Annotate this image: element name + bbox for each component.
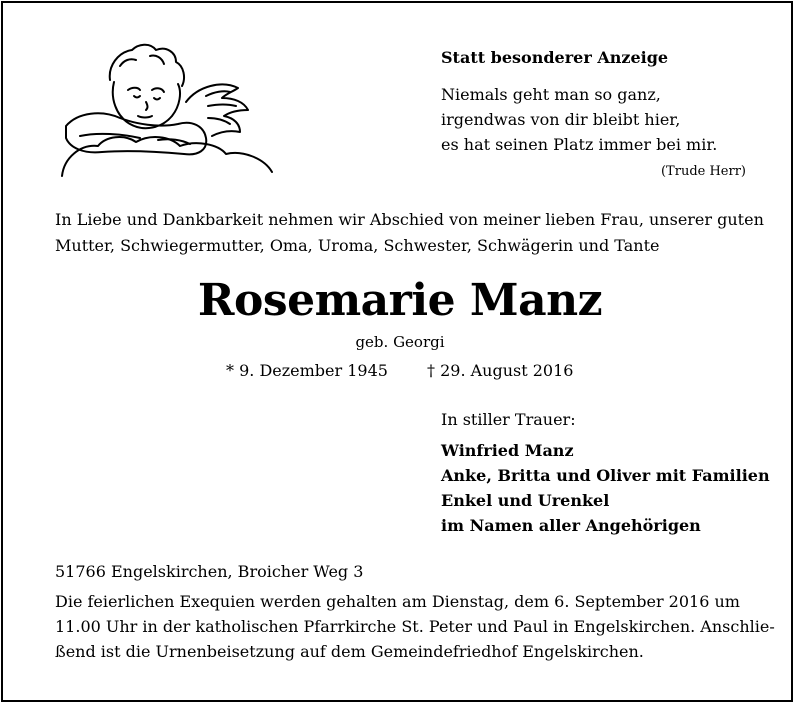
birth-date: * 9. Dezember 1945: [226, 361, 388, 380]
notice-heading: Statt besonderer Anzeige: [441, 48, 669, 67]
deceased-name: Rosemarie Manz: [197, 275, 603, 326]
death-date: † 29. August 2016: [427, 361, 574, 380]
intro-line: In Liebe und Dankbarkeit nehmen wir Abschied von meiner lieben Frau, unserer guten: [55, 210, 764, 229]
mourner-name: Enkel und Urenkel: [441, 491, 610, 510]
service-info-line: ßend ist die Urnenbeisetzung auf dem Gemeindefriedhof Engelskirchen.: [55, 642, 644, 661]
mourner-name: Winfried Manz: [441, 441, 574, 460]
mourning-label: In stiller Trauer:: [441, 410, 576, 429]
verse-author: (Trude Herr): [660, 164, 746, 179]
mourner-name: Anke, Britta und Oliver mit Familien: [441, 466, 770, 485]
address: 51766 Engelskirchen, Broicher Weg 3: [55, 562, 364, 581]
cherub-illustration: [58, 40, 278, 180]
service-info-line: Die feierlichen Exequien werden gehalten am Dienstag, dem 6. September 2016 um: [55, 592, 740, 611]
maiden-name: geb. Georgi: [355, 333, 445, 351]
verse-line: Niemals geht man so ganz,: [441, 85, 661, 104]
service-info-line: 11.00 Uhr in der katholischen Pfarrkirche St. Peter und Paul in Engelskirchen. Anschlie-: [55, 617, 775, 636]
intro-line: Mutter, Schwiegermutter, Oma, Uroma, Schwester, Schwägerin und Tante: [55, 236, 660, 255]
verse-line: irgendwas von dir bleibt hier,: [441, 110, 681, 129]
mourner-name: im Namen aller Angehörigen: [441, 516, 701, 535]
verse-line: es hat seinen Platz immer bei mir.: [441, 135, 718, 154]
